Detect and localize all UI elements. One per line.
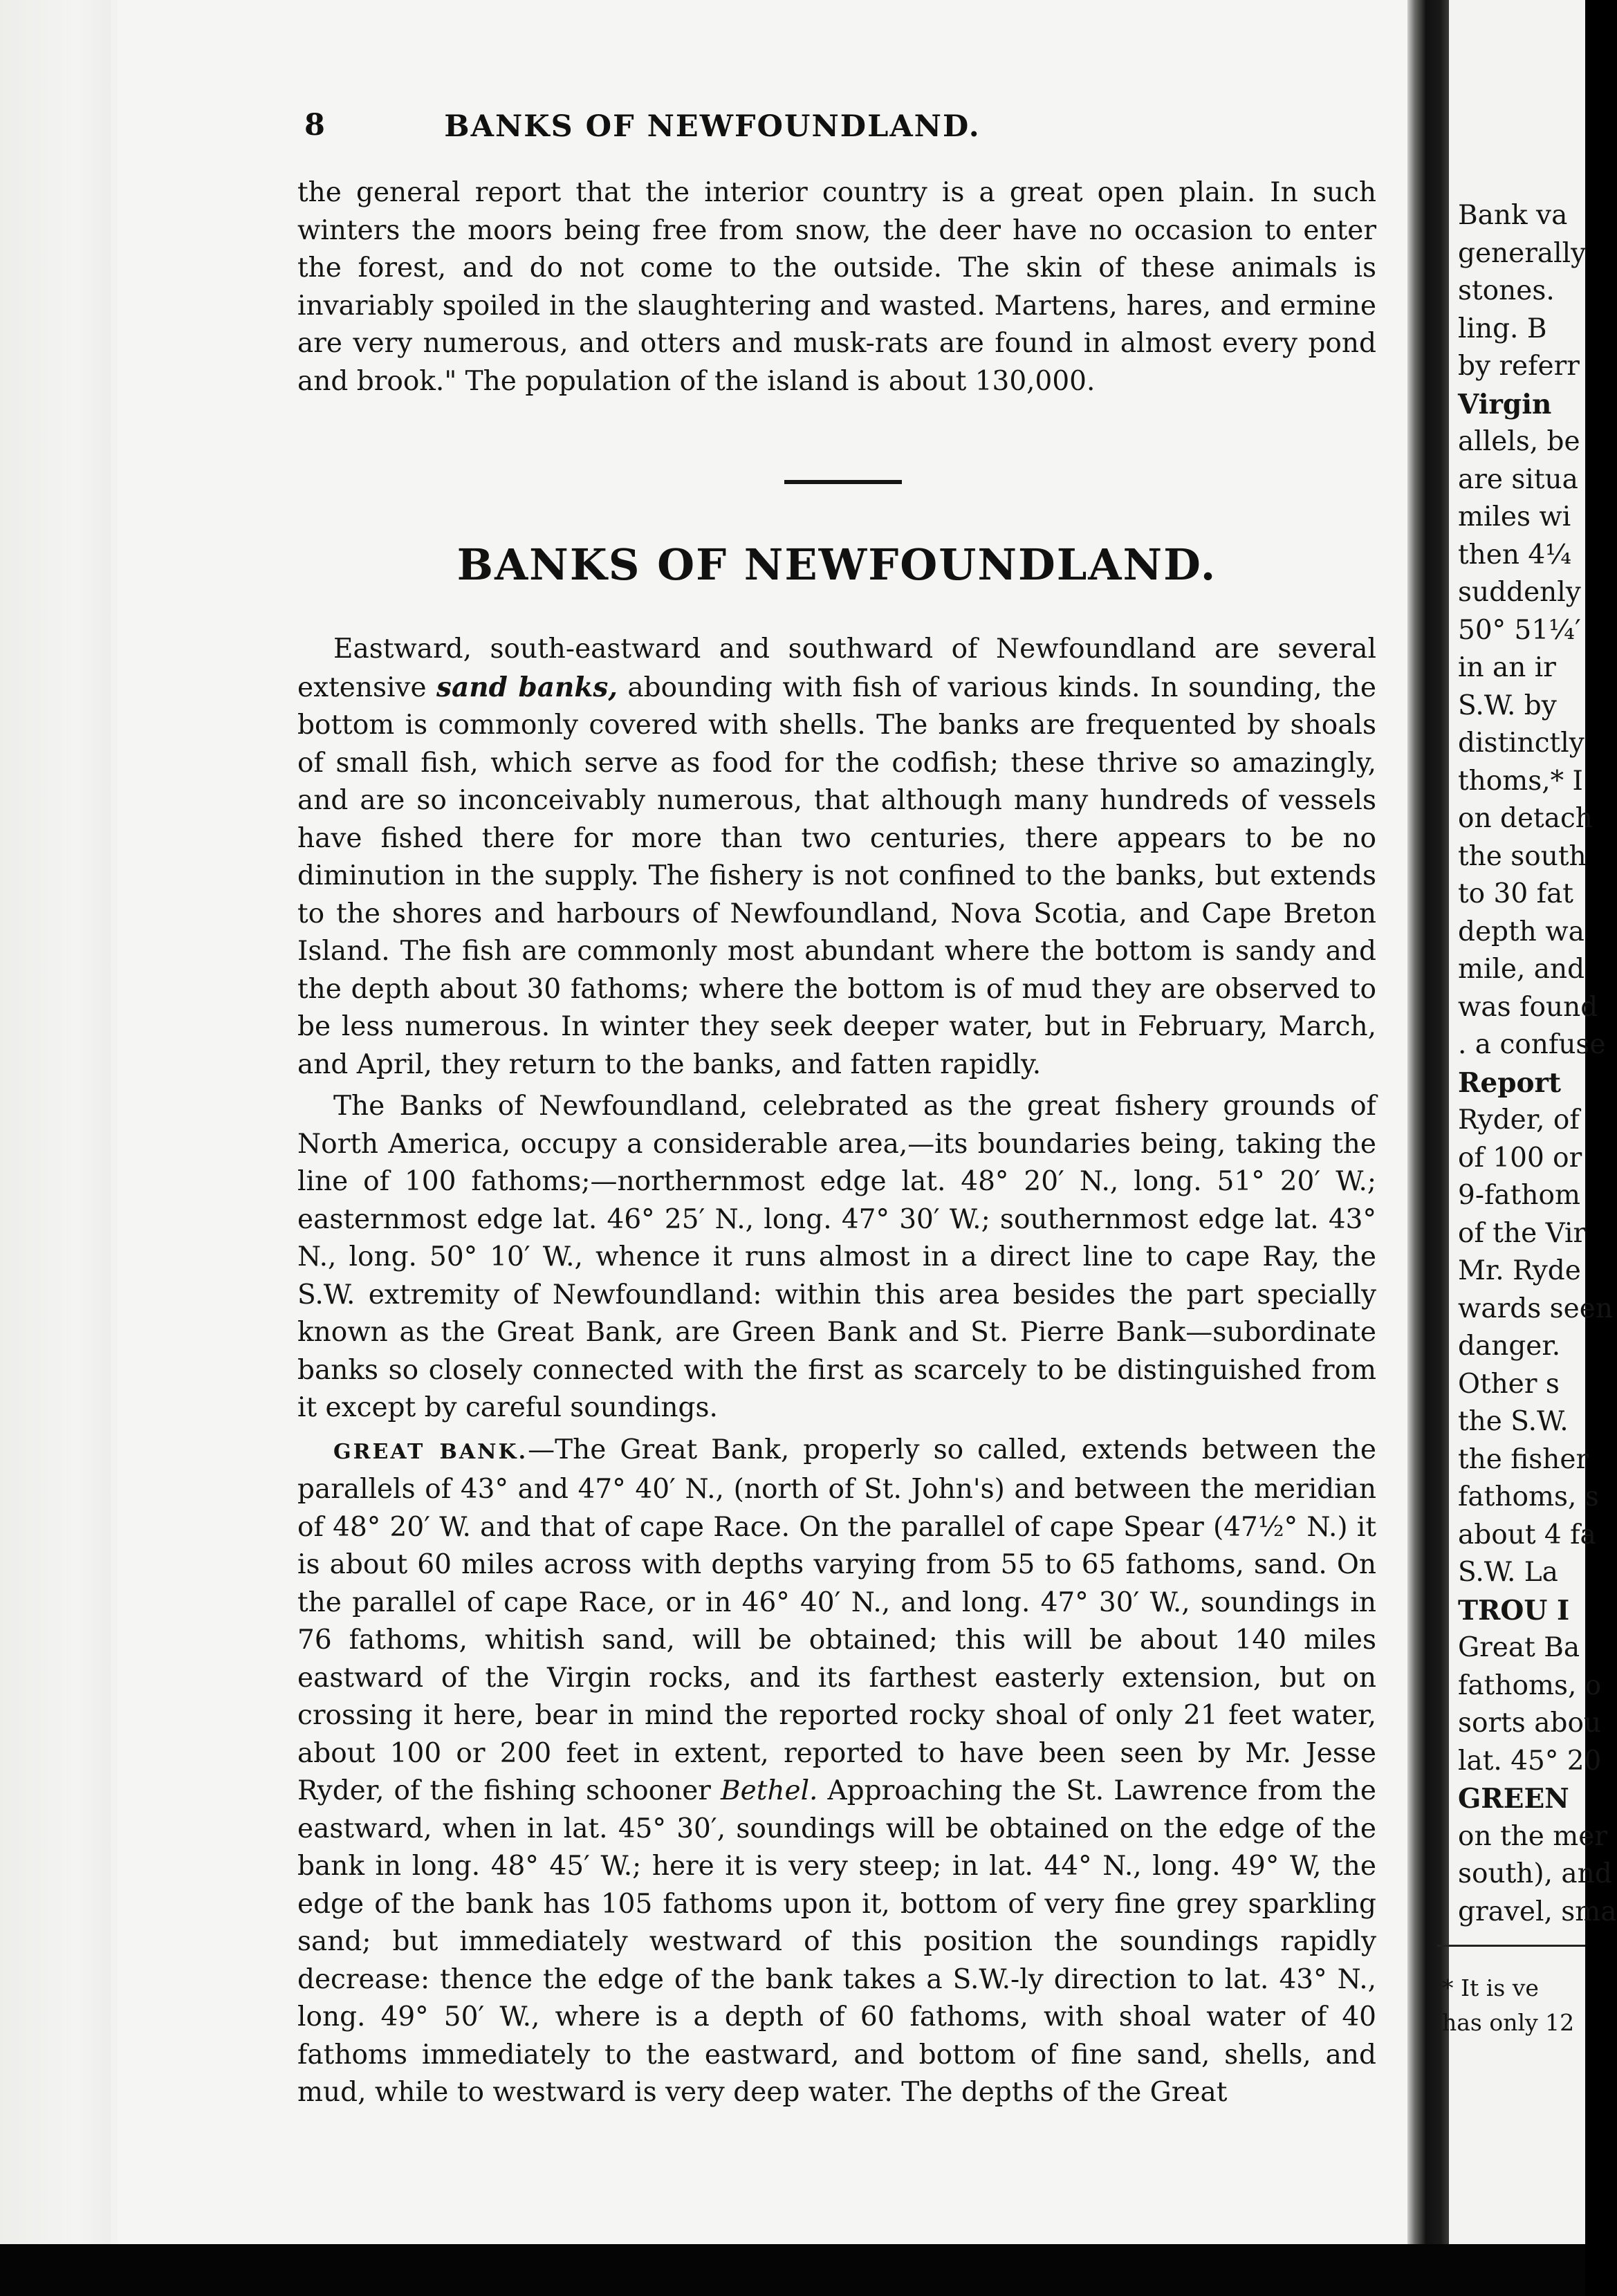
next-page-line: Report <box>1458 1066 1562 1099</box>
section-title: BANKS OF NEWFOUNDLAND. <box>456 539 1217 590</box>
next-page-footnote <box>1442 1971 1585 2040</box>
next-page-line: of 100 or <box>1458 1142 1582 1174</box>
paragraph-great-bank-part-a: —The Great Bank, properly so called, extends between the parallels of 43° and 47° 40′ N., (north of St. John's) and between the meridian of 48° 20′ W. and that of cape Race. On the parallel of cape Spear (47½° N.) it is about 60 miles across with depths varying from 55 to 65 fathoms, sand. On the parallel of cape Race, or in 46° 40′ N., and long. 47° 30′ W., soundings in 76 fathoms, whitish sand, will be obtained; this will be about 140 miles eastward of the Virgin rocks, and its farthest easterly extension, but on crossing it here, bear in mind the reported rocky shoal of only 21 feet water, about 100 or 200 feet in extent, reported to have been seen by Mr. Jesse Ryder, of the fishing schooner <box>297 1434 1376 1806</box>
next-page-line: danger. <box>1458 1331 1561 1362</box>
next-page-line: lat. 45° 20 <box>1458 1745 1602 1777</box>
next-page-line: fathoms, o <box>1458 1669 1602 1701</box>
next-page-line: about 4 fa <box>1458 1519 1596 1550</box>
next-page-line: Ryder, of <box>1458 1104 1580 1136</box>
section-divider-rule <box>784 480 902 484</box>
paragraph-sand-banks-part-a: Eastward, south-eastward and southward of Newfoundland are several extensive <box>297 633 1376 703</box>
next-page-line: then 4¼ <box>1458 539 1571 571</box>
next-page-line: distinctly <box>1458 728 1584 759</box>
next-page-line: 9-fathom <box>1458 1180 1580 1211</box>
intro-paragraph: the general report that the interior country is a great open plain. In such winters the moors being free from snow, the deer have no occasion to enter the forest, and do not come to the outside. The skin of these animals is invariably spoiled in the slaughtering and wasted. Martens, hares, and ermine are very numerous, and otters and musk-rats are found in almost every pond and brook." The population of the island is about 130,000. <box>297 177 1376 397</box>
great-bank-heading: GREAT BANK. <box>333 1439 528 1464</box>
next-page-line: was found <box>1458 991 1598 1023</box>
paragraph-banks-area: The Banks of Newfoundland, celebrated as the great fishery grounds of North America, occupy a considerable area,—its boundaries being, taking the line of 100 fathoms;—northernmost edge lat. 48° 20′ N., long. 51° 20′ W.; easternmost edge lat. 46° 25′ N., long. 47° 30′ W.; southernmost edge lat. 43° N., long. 50° 10′ W., whence it runs almost in a direct line to cape Ray, the S.W. extremity of Newfoundland: within this area besides the part specially known as the Great Bank, are Green Bank and St. Pierre Bank—subordinate banks so closely connected with the first as scarcely to be distinguished from it except by careful soundings. <box>297 1091 1376 1423</box>
section-body <box>297 631 1376 2112</box>
next-page-line: stones. <box>1458 275 1555 306</box>
next-page-line: by referr <box>1458 351 1580 382</box>
next-page-line: 50° 51¼′ <box>1458 614 1581 646</box>
sand-banks-emphasis: sand banks, <box>436 671 618 703</box>
next-page-line: TROU I <box>1458 1594 1570 1627</box>
next-page-line: thoms,* I <box>1458 765 1583 797</box>
paragraph-sand-banks <box>297 631 1376 1084</box>
next-page-line: of the Vir <box>1458 1217 1587 1249</box>
next-page-line: the south <box>1458 840 1587 872</box>
next-page-line: allels, be <box>1458 426 1580 457</box>
next-page-line: the fisher <box>1458 1443 1589 1475</box>
next-page-footnote-line: * It is ve <box>1442 1974 1539 2001</box>
next-page-line: Other s <box>1458 1368 1560 1400</box>
scan-bottom-border <box>0 2244 1585 2296</box>
next-page-line: depth wa <box>1458 916 1584 947</box>
next-page-line: the S.W. <box>1458 1406 1569 1437</box>
next-page-line: on the mer <box>1458 1820 1607 1852</box>
next-page-line: suddenly <box>1458 577 1581 608</box>
paragraph-sand-banks-part-b: abounding with fish of various kinds. In sounding, the bottom is commonly covered with shells. The banks are frequented by shoals of small fish, which serve as food for the codfish; these thrive so amazingly, and are so inconceivably numerous, that although many hundreds of vessels have fished there for more than two centuries, there appears to be no diminution in the supply. The fishery is not confined to the banks, but extends to the shores and harbours of Newfoundland, Nova Scotia, and Cape Breton Island. The fish are commonly most abundant where the bottom is sandy and the depth about 30 fathoms; where the bottom is of mud they are observed to be less numerous. In winter they seek deeper water, but in February, March, and April, they return to the banks, and fatten rapidly. <box>297 672 1376 1080</box>
next-page-line: mile, and <box>1458 954 1585 985</box>
next-page-line: Bank va <box>1458 200 1568 231</box>
next-page-line: S.W. La <box>1458 1557 1558 1588</box>
next-page-line: fathoms, s <box>1458 1481 1599 1512</box>
next-page-line: ling. B <box>1458 313 1547 344</box>
running-title: BANKS OF NEWFOUNDLAND. <box>444 109 981 144</box>
next-page-line: Virgin <box>1458 388 1552 420</box>
schooner-name: Bethel. <box>720 1775 818 1806</box>
next-page-line: to 30 fat <box>1458 878 1573 909</box>
next-page-line: on detach <box>1458 803 1593 834</box>
paragraph-great-bank-part-b: Approaching the St. Lawrence from the eastward, when in lat. 45° 30′, soundings will be obtained on the edge of the bank in long. 48° 45′ W.; here it is very steep; in lat. 44° N., long. 49° W, the edge of the bank has 105 fathoms upon it, bottom of very fine grey sparkling sand; but immediately westward of this position the soundings rapidly decrease: thence the edge of the bank takes a S.W.-ly direction to lat. 43° N., long. 49° 50′ W., where is a depth of 60 fathoms, with shoal water of 40 fathoms immediately to the eastward, and bottom of fine sand, shells, and mud, while to westward is very deep water. The depths of the Great <box>297 1775 1376 2108</box>
paragraph-great-bank <box>297 1432 1376 2112</box>
book-gutter <box>1407 0 1449 2244</box>
next-page-line: in an ir <box>1458 652 1556 683</box>
footnote-rule <box>1437 1945 1585 1947</box>
next-page-line: S.W. by <box>1458 689 1557 721</box>
next-page-line: . a confuse <box>1458 1029 1606 1060</box>
next-page-line: generally <box>1458 237 1587 269</box>
next-page-line: gravel, sma <box>1458 1896 1617 1927</box>
scan-left-margin <box>0 0 111 2244</box>
next-page-line: miles wi <box>1458 501 1571 533</box>
next-page-line: south), and <box>1458 1858 1612 1889</box>
next-page-footnote-line: has only 12 <box>1442 2009 1575 2036</box>
next-page-line: Great Ba <box>1458 1632 1580 1663</box>
next-page-text-fragments <box>1458 197 1617 1931</box>
next-page-line: sorts abou <box>1458 1707 1602 1739</box>
next-page-line: wards seen <box>1458 1293 1613 1324</box>
page-number: 8 <box>304 108 325 142</box>
next-page-line: GREEN <box>1458 1783 1569 1815</box>
intro-text-block <box>297 174 1376 400</box>
next-page-line: are situa <box>1458 463 1578 495</box>
next-page-line: Mr. Ryde <box>1458 1255 1581 1286</box>
